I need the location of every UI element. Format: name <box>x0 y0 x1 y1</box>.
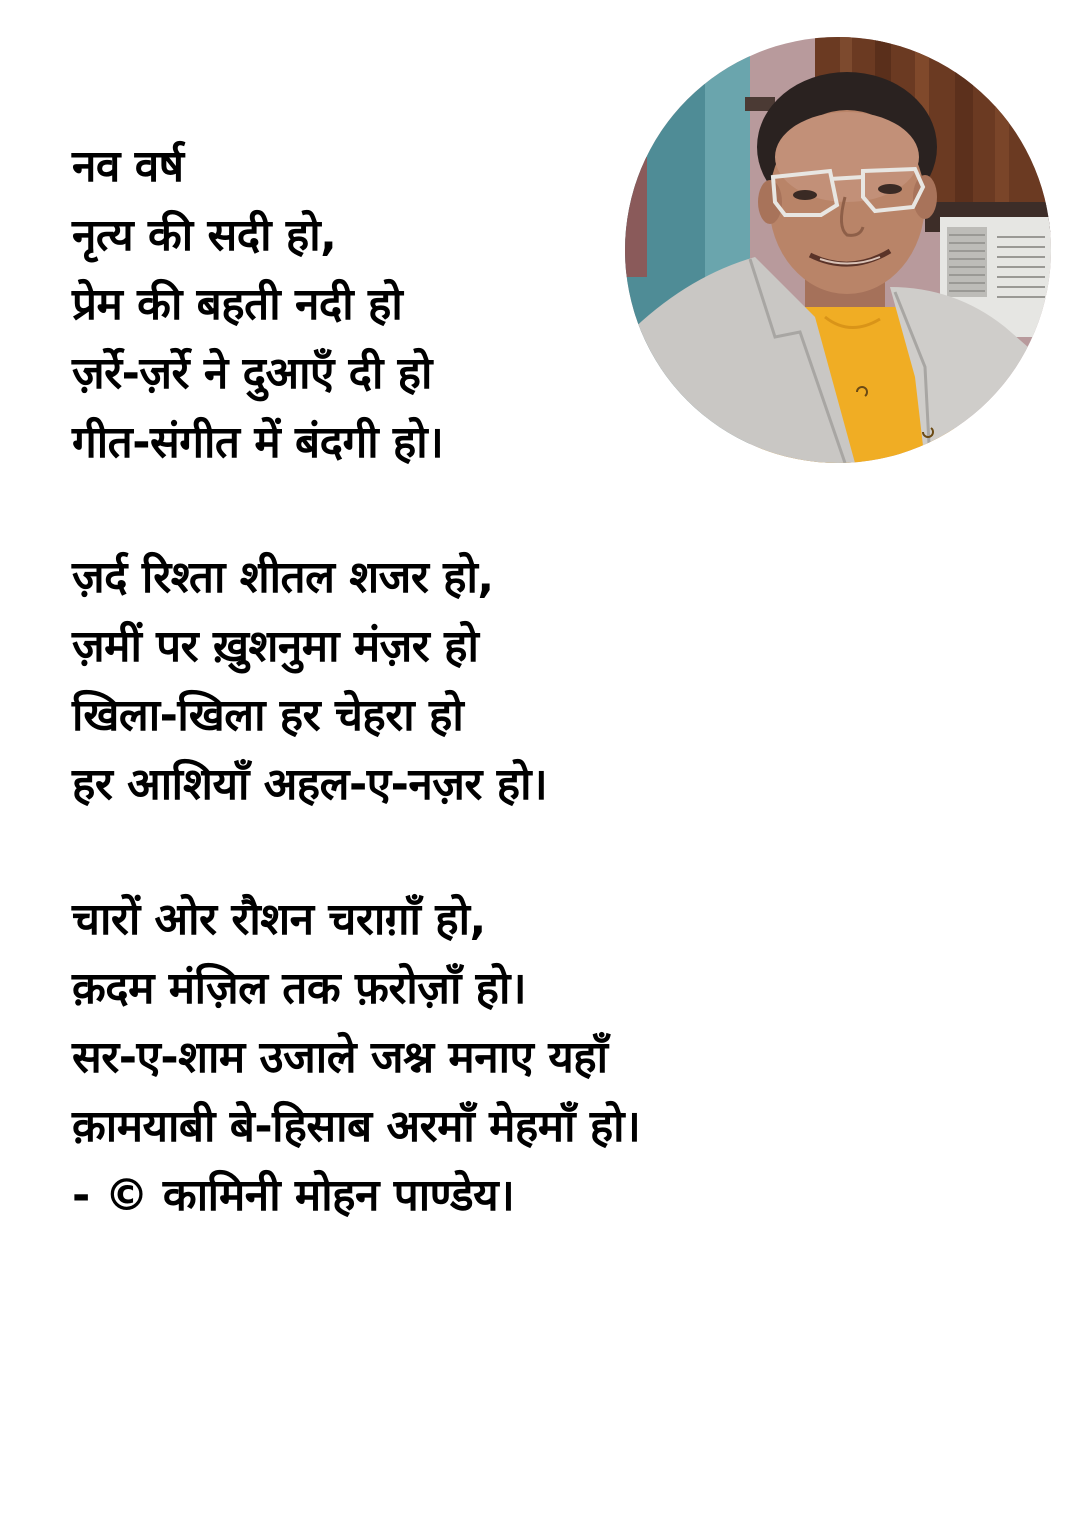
poem-signature: - © कामिनी मोहन पाण्डेय। <box>72 1170 515 1221</box>
poem-line: प्रेम की बहती नदी हो <box>72 279 403 330</box>
poem-line: ज़र्रे-ज़र्रे ने दुआएँ दी हो <box>72 348 432 399</box>
poem-title: नव वर्ष <box>72 141 184 192</box>
poem-line: हर आशियाँ अहल-ए-नज़र हो। <box>72 759 548 810</box>
author-photo <box>625 37 1051 463</box>
poem-line: क़दम मंज़िल तक फ़रोज़ाँ हो। <box>72 963 527 1014</box>
poem-line: खिला-खिला हर चेहरा हो <box>72 690 464 741</box>
poem-line: क़ामयाबी बे-हिसाब अरमाँ मेहमाँ हो। <box>72 1101 641 1152</box>
poem-line: ज़मीं पर ख़ुशनुमा मंज़र हो <box>72 621 479 672</box>
poem-stanza-2 <box>72 543 832 819</box>
poem-line: ज़र्द रिश्ता शीतल शजर हो, <box>72 552 494 603</box>
poem-line: सर-ए-शाम उजाले जश्न मनाए यहाँ <box>72 1032 608 1083</box>
poem-line: चारों ओर रौशन चराग़ाँ हो, <box>72 894 486 945</box>
poem-line: नृत्य की सदी हो, <box>72 210 337 261</box>
author-portrait-image <box>625 37 1051 463</box>
poem-line: गीत-संगीत में बंदगी हो। <box>72 417 444 468</box>
poem-stanza-3 <box>72 885 832 1230</box>
